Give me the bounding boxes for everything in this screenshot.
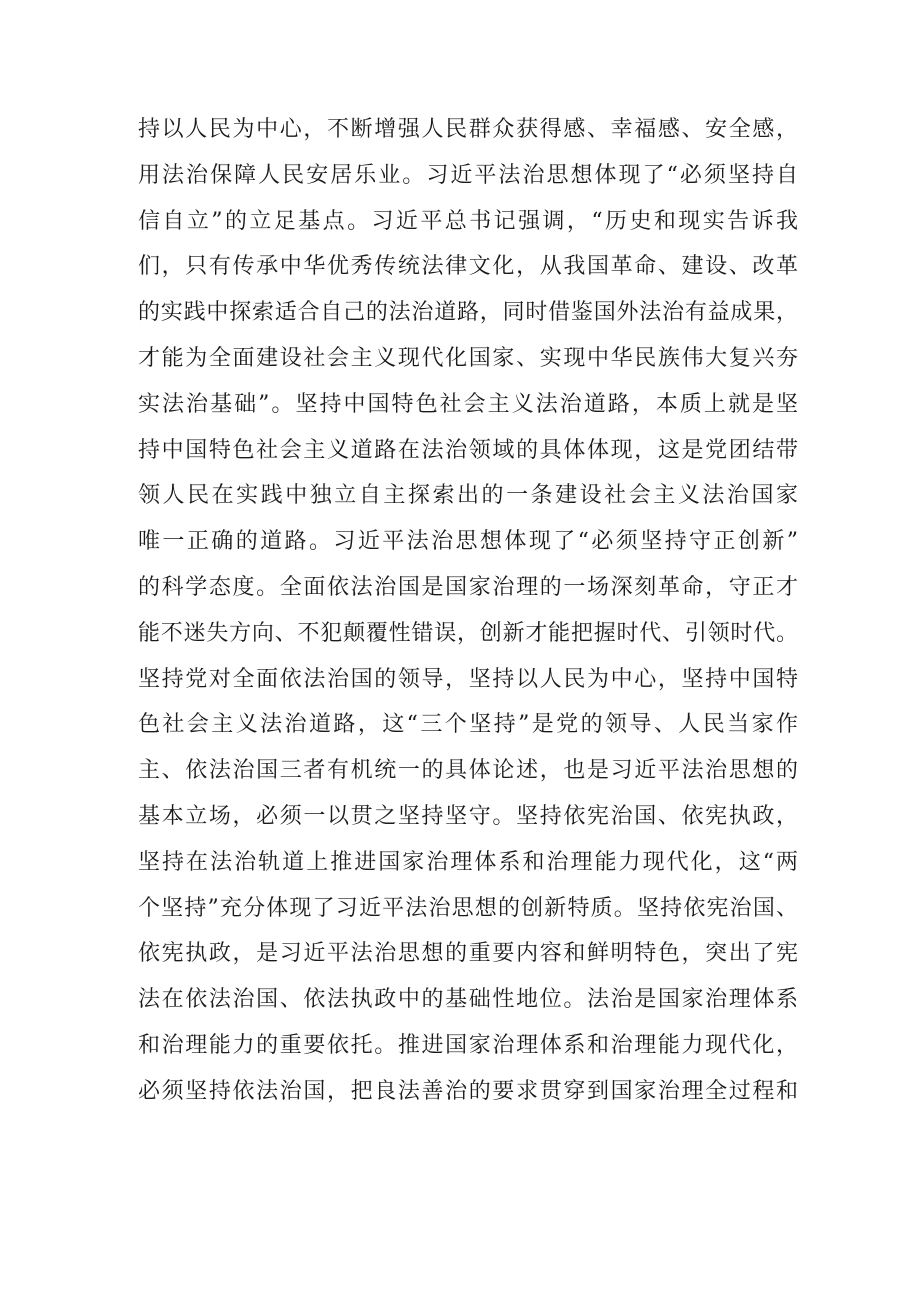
text-line: 坚持党对全面依法治国的领导，坚持以人民为中心，坚持中国特 <box>138 666 798 692</box>
text-line: 基本立场，必须一以贯之坚持坚守。坚持依宪治国、依宪执政， <box>138 803 798 829</box>
text-line: 领人民在实践中独立自主探索出的一条建设社会主义法治国家 <box>138 483 798 509</box>
text-line: 必须坚持依法治国，把良法善治的要求贯穿到国家治理全过程和 <box>138 1078 798 1104</box>
text-line: 能不迷失方向、不犯颠覆性错误，创新才能把握时代、引领时代。 <box>138 620 798 646</box>
text-line: 实法治基础”。坚持中国特色社会主义法治道路，本质上就是坚 <box>138 391 798 417</box>
text-line: 主、依法治国三者有机统一的具体论述，也是习近平法治思想的 <box>138 758 798 784</box>
text-line: 的科学态度。全面依法治国是国家治理的一场深刻革命，守正才 <box>138 574 798 600</box>
text-line: 色社会主义法治道路，这“三个坚持”是党的领导、人民当家作 <box>138 712 798 738</box>
text-line: 持以人民为中心，不断增强人民群众获得感、幸福感、安全感， <box>138 117 798 142</box>
text-line: 和治理能力的重要依托。推进国家治理体系和治理能力现代化， <box>138 1032 798 1058</box>
text-line: 们，只有传承中华优秀传统法律文化，从我国革命、建设、改革 <box>138 254 798 280</box>
body-paragraph <box>138 107 798 1115</box>
text-line: 持中国特色社会主义道路在法治领域的具体体现，这是党团结带 <box>138 437 798 463</box>
text-line: 依宪执政，是习近平法治思想的重要内容和鲜明特色，突出了宪 <box>138 941 798 967</box>
text-line: 个坚持”充分体现了习近平法治思想的创新特质。坚持依宪治国、 <box>138 895 798 921</box>
text-line: 用法治保障人民安居乐业。习近平法治思想体现了“必须坚持自 <box>138 162 798 188</box>
text-line: 坚持在法治轨道上推进国家治理体系和治理能力现代化，这“两 <box>138 849 798 875</box>
text-line: 的实践中探索适合自己的法治道路，同时借鉴国外法治有益成果， <box>138 300 798 326</box>
text-line: 唯一正确的道路。习近平法治思想体现了“必须坚持守正创新” <box>138 529 798 555</box>
text-line: 信自立”的立足基点。习近平总书记强调，“历史和现实告诉我 <box>138 208 798 234</box>
text-line: 法在依法治国、依法执政中的基础性地位。法治是国家治理体系 <box>138 987 798 1013</box>
text-line: 才能为全面建设社会主义现代化国家、实现中华民族伟大复兴夯 <box>138 345 798 371</box>
